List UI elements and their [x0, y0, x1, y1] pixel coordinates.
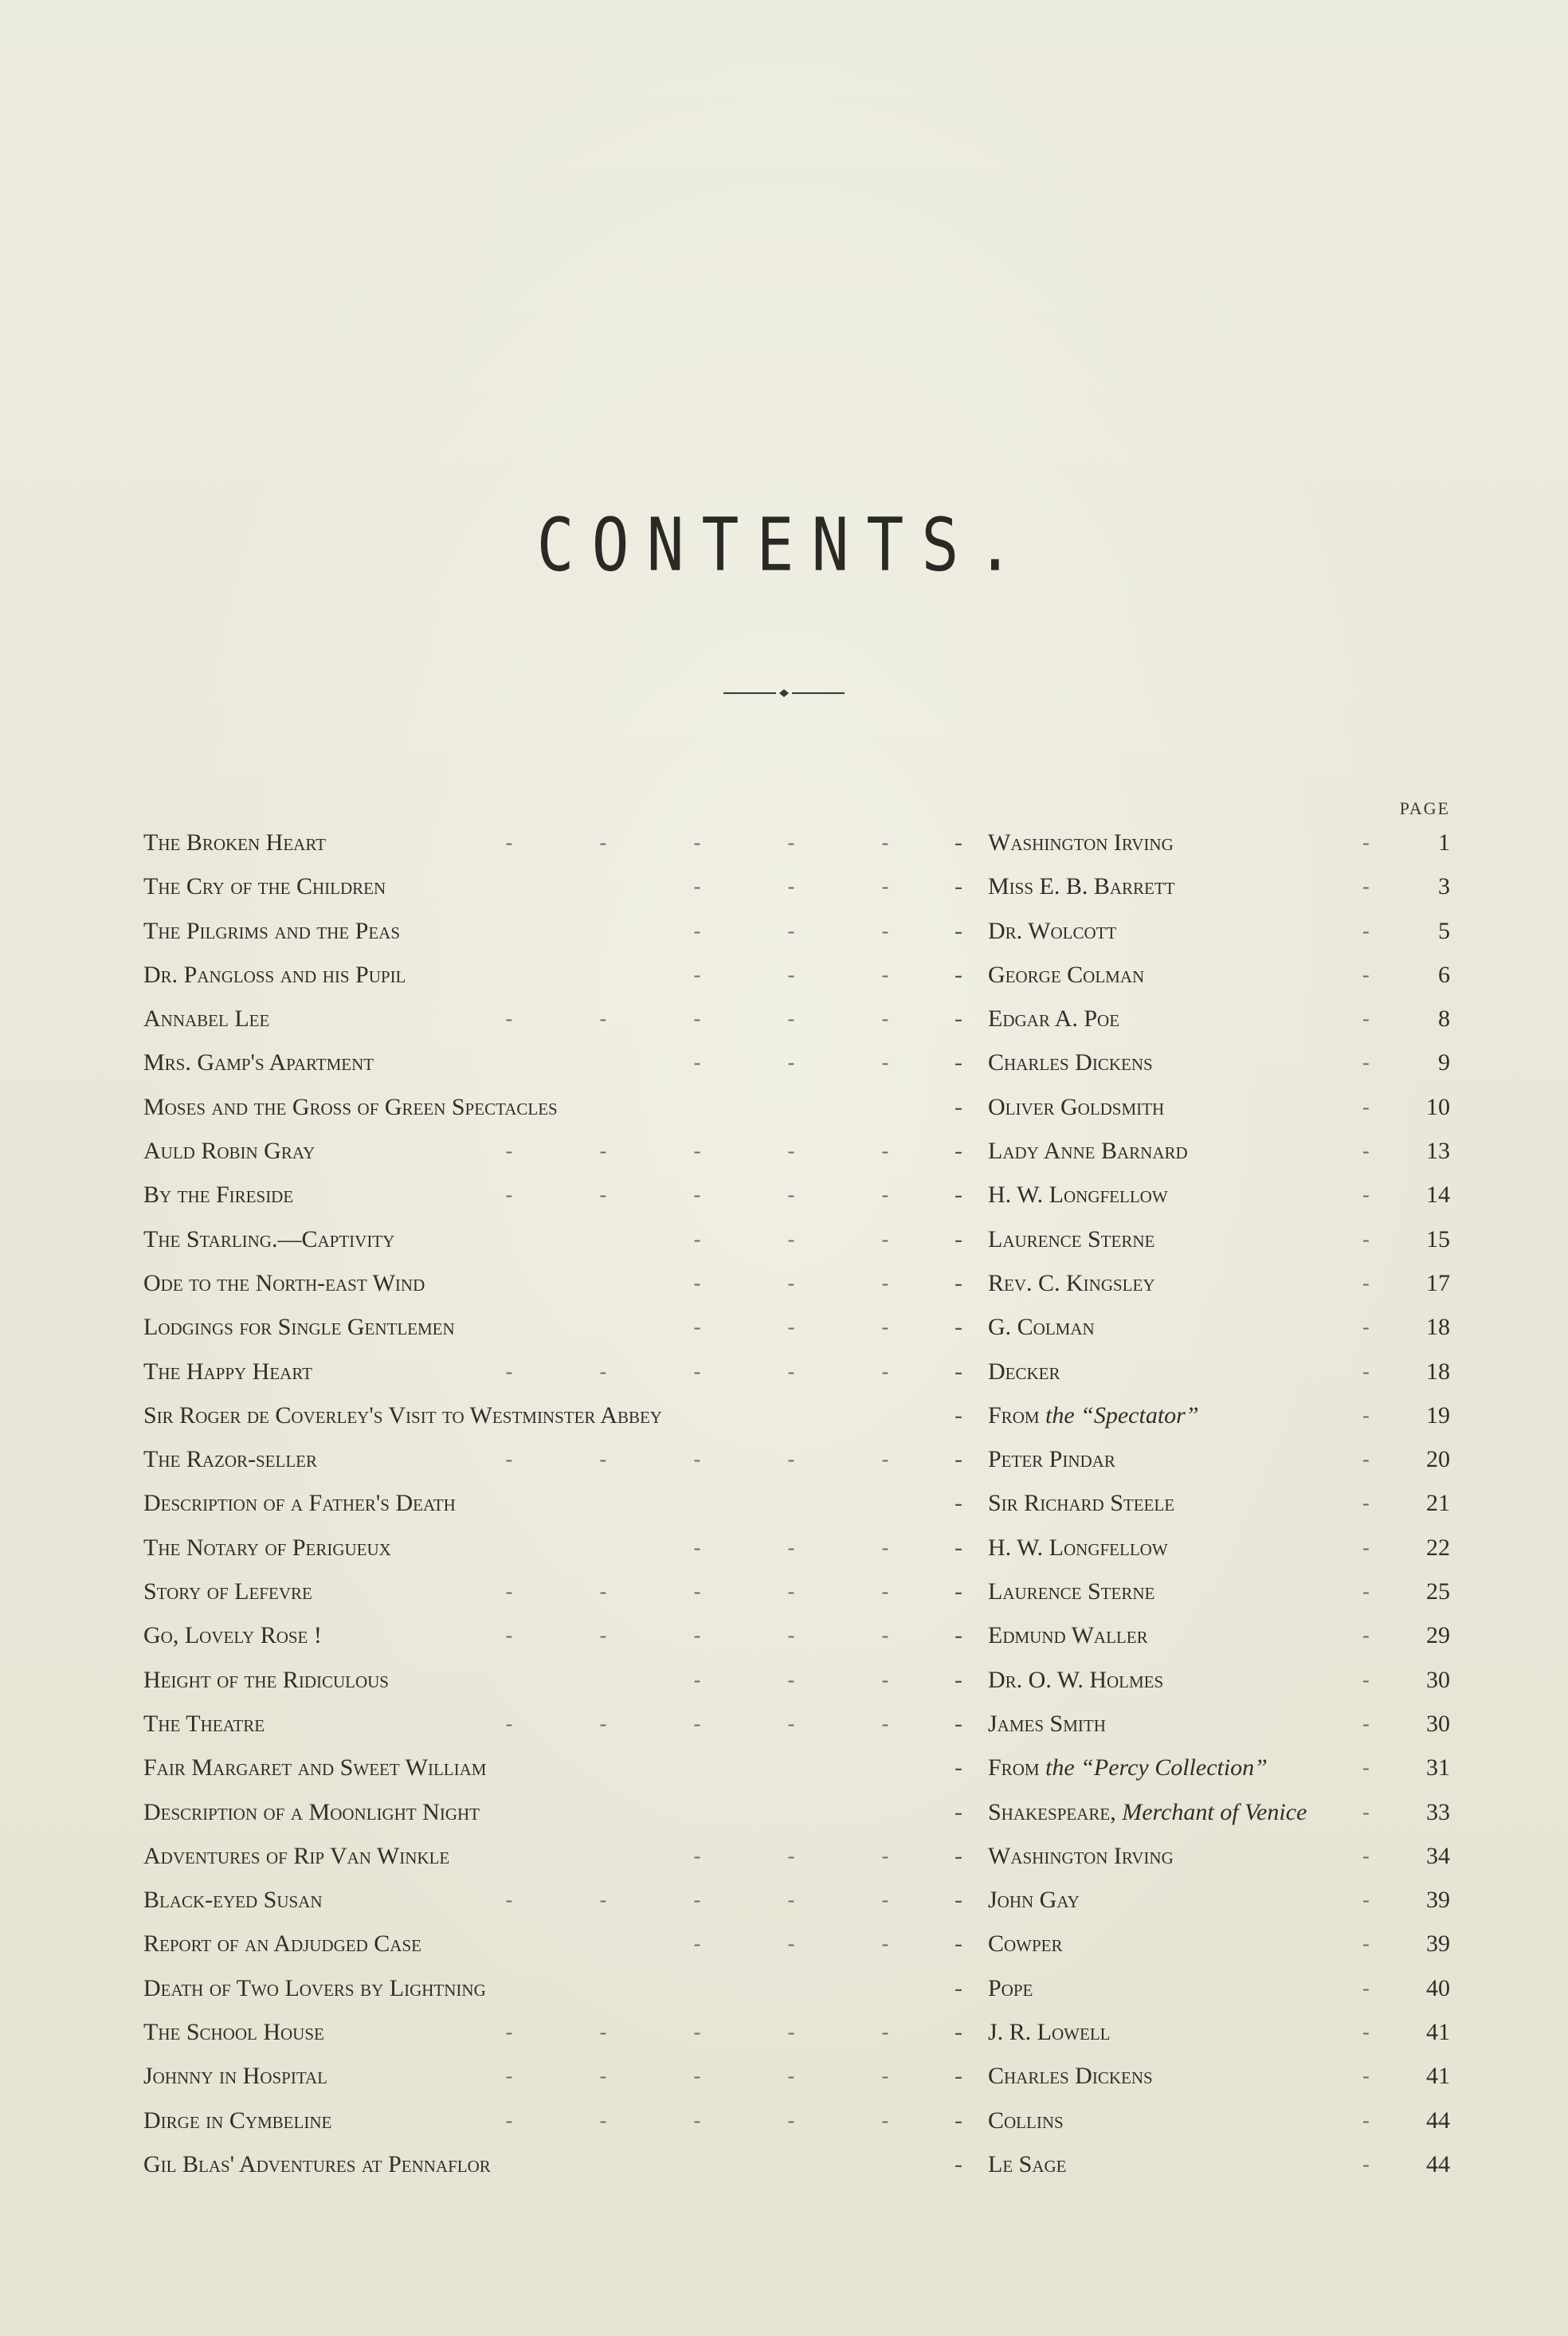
entry-page-number: 39: [1426, 1887, 1450, 1914]
leader-dash: -: [1362, 1095, 1370, 1119]
entry-author: G. Colman: [988, 1314, 1095, 1341]
entry-author: Dr. O. W. Holmes: [988, 1666, 1164, 1693]
entry-title: Ode to the North-east Wind: [143, 1269, 425, 1296]
page-column-label: PAGE: [1399, 798, 1450, 818]
leader-dashes: - - - - -: [505, 1624, 889, 1648]
leader-dashes: - - -: [693, 1227, 889, 1251]
author-italic: Merchant of Venice: [1122, 1798, 1307, 1825]
entry-page-number: 41: [1426, 2019, 1450, 2046]
entry-author: Peter Pindar: [988, 1446, 1115, 1473]
leader-dashes: - - -: [693, 1271, 889, 1295]
entry-page-number: 18: [1426, 1314, 1450, 1341]
separator-dash: -: [955, 1049, 962, 1076]
toc-entry: [143, 1702, 1450, 1746]
leader-dash: -: [1362, 1403, 1370, 1427]
toc-entry: [143, 1658, 1450, 1702]
toc-entry: [143, 1393, 1450, 1437]
entry-title: Annabel Lee: [143, 1005, 270, 1033]
leader-dashes: - - - - -: [505, 1888, 889, 1912]
entry-page-number: 10: [1426, 1093, 1450, 1120]
author-italic: the “Spectator”: [1045, 1401, 1199, 1429]
entry-title: Death of Two Lovers by Lightning: [143, 1974, 486, 2001]
entry-page-number: 31: [1426, 1754, 1450, 1781]
leader-dashes: - - - - -: [505, 1580, 889, 1604]
leader-dash: -: [1362, 831, 1370, 854]
toc-entry: [143, 1790, 1450, 1834]
leader-dash: -: [1362, 919, 1370, 943]
ornament-divider-icon: [723, 688, 845, 698]
separator-dash: -: [955, 1534, 962, 1561]
entry-title: The Broken Heart: [143, 829, 326, 856]
separator-dash: -: [955, 2150, 962, 2177]
separator-dash: -: [955, 1622, 962, 1649]
separator-dash: -: [955, 1401, 962, 1429]
leader-dash: -: [1362, 1668, 1370, 1691]
entry-title: Dr. Pangloss and his Pupil: [143, 961, 406, 988]
separator-dash: -: [955, 1358, 962, 1385]
entry-title: The School House: [143, 2019, 324, 2046]
leader-dash: -: [1362, 1756, 1370, 1780]
leader-dash: -: [1362, 1580, 1370, 1604]
leader-dash: -: [1362, 2108, 1370, 2132]
entry-author: Dr. Wolcott: [988, 917, 1117, 944]
leader-dash: -: [1362, 1535, 1370, 1559]
toc-entry: [143, 1746, 1450, 1789]
entry-author: Oliver Goldsmith: [988, 1093, 1165, 1120]
entry-title: The Happy Heart: [143, 1358, 312, 1385]
entry-page-number: 18: [1426, 1358, 1450, 1385]
entry-page-number: 39: [1426, 1930, 1450, 1958]
leader-dash: -: [1362, 1183, 1370, 1207]
toc-entry: [143, 864, 1450, 908]
toc-entry: [143, 2010, 1450, 2054]
leader-dash: -: [1362, 2152, 1370, 2176]
entry-title: Dirge in Cymbeline: [143, 2107, 332, 2134]
toc-entry: [143, 1041, 1450, 1084]
leader-dashes: - - -: [693, 1844, 889, 1868]
separator-dash: -: [955, 1578, 962, 1605]
entry-author: Collins: [988, 2107, 1064, 2134]
leader-dashes: - - - - -: [505, 2064, 889, 2088]
separator-dash: -: [955, 1887, 962, 1914]
toc-entry: [143, 821, 1450, 864]
leader-dashes: - - - - -: [505, 831, 889, 854]
toc-entry: [143, 1217, 1450, 1261]
separator-dash: -: [955, 2019, 962, 2046]
entry-title: Gil Blas' Adventures at Pennaflor: [143, 2150, 491, 2177]
entry-author: J. R. Lowell: [988, 2019, 1111, 2046]
entry-title: Adventures of Rip Van Winkle: [143, 1842, 450, 1869]
toc-entry: [143, 1966, 1450, 2010]
separator-dash: -: [955, 1269, 962, 1296]
entry-page-number: 44: [1426, 2107, 1450, 2134]
entry-author: John Gay: [988, 1887, 1080, 1914]
entry-page-number: 44: [1426, 2150, 1450, 2177]
author-prefix: From: [988, 1401, 1046, 1429]
leader-dashes: - - - - -: [505, 1183, 889, 1207]
leader-dash: -: [1362, 1844, 1370, 1868]
leader-dashes: - - -: [693, 1668, 889, 1691]
toc-entry: [143, 1481, 1450, 1525]
entry-author: Pope: [988, 1974, 1033, 2001]
leader-dash: -: [1362, 1448, 1370, 1472]
separator-dash: -: [955, 1666, 962, 1693]
separator-dash: -: [955, 1798, 962, 1825]
entry-author: Charles Dickens: [988, 1049, 1153, 1076]
entry-page-number: 13: [1426, 1138, 1450, 1165]
entry-title: The Notary of Perigueux: [143, 1534, 391, 1561]
entry-title: The Starling.—Captivity: [143, 1225, 395, 1252]
leader-dashes: - - -: [693, 1932, 889, 1956]
entry-author: H. W. Longfellow: [988, 1534, 1168, 1561]
toc-entry: [143, 1570, 1450, 1613]
separator-dash: -: [955, 1930, 962, 1958]
entry-author: Rev. C. Kingsley: [988, 1269, 1155, 1296]
separator-dash: -: [955, 2063, 962, 2090]
leader-dash: -: [1362, 1932, 1370, 1956]
entry-author: Washington Irving: [988, 1842, 1174, 1869]
separator-dash: -: [955, 1314, 962, 1341]
entry-title: Lodgings for Single Gentlemen: [143, 1314, 455, 1341]
separator-dash: -: [955, 1225, 962, 1252]
leader-dash: -: [1362, 1888, 1370, 1912]
toc-entry: [143, 909, 1450, 953]
toc-entry: [143, 1437, 1450, 1481]
entry-title: Sir Roger de Coverley's Visit to Westminster Abbey: [143, 1401, 662, 1429]
author-prefix: From: [988, 1754, 1046, 1781]
entry-author: Le Sage: [988, 2150, 1067, 2177]
toc-entry: [143, 1129, 1450, 1173]
entry-author: Charles Dickens: [988, 2063, 1153, 2090]
leader-dashes: - - -: [693, 875, 889, 899]
table-of-contents: [143, 821, 1450, 2186]
entry-title: Description of a Moonlight Night: [143, 1798, 480, 1825]
entry-title: Report of an Adjudged Case: [143, 1930, 421, 1958]
entry-page-number: 14: [1426, 1182, 1450, 1209]
entry-title: Auld Robin Gray: [143, 1138, 316, 1165]
toc-entry: [143, 2142, 1450, 2186]
entry-title: Black-eyed Susan: [143, 1887, 323, 1914]
leader-dash: -: [1362, 1271, 1370, 1295]
entry-page-number: 30: [1426, 1666, 1450, 1693]
leader-dash: -: [1362, 1227, 1370, 1251]
toc-entry: [143, 1261, 1450, 1305]
entry-page-number: 17: [1426, 1269, 1450, 1296]
entry-page-number: 19: [1426, 1401, 1450, 1429]
toc-entry: [143, 1350, 1450, 1393]
entry-page-number: 29: [1426, 1622, 1450, 1649]
leader-dashes: - - - - -: [505, 2108, 889, 2132]
entry-author: Miss E. B. Barrett: [988, 873, 1175, 900]
entry-title: The Cry of the Children: [143, 873, 386, 900]
entry-page-number: 33: [1426, 1798, 1450, 1825]
toc-entry: [143, 1305, 1450, 1349]
leader-dash: -: [1362, 2020, 1370, 2044]
entry-title: The Theatre: [143, 1710, 265, 1737]
toc-entry: [143, 2054, 1450, 2098]
entry-title: Story of Lefevre: [143, 1578, 312, 1605]
entry-page-number: 41: [1426, 2063, 1450, 2090]
toc-entry: [143, 1922, 1450, 1966]
entry-page-number: 9: [1438, 1049, 1450, 1076]
separator-dash: -: [955, 1754, 962, 1781]
separator-dash: -: [955, 1182, 962, 1209]
toc-entry: [143, 2099, 1450, 2142]
toc-entry: [143, 1834, 1450, 1878]
entry-title: Description of a Father's Death: [143, 1490, 456, 1517]
entry-title: Go, Lovely Rose !: [143, 1622, 322, 1649]
entry-title: Fair Margaret and Sweet William: [143, 1754, 487, 1781]
entry-page-number: 22: [1426, 1534, 1450, 1561]
author-prefix: Shakespeare,: [988, 1798, 1123, 1825]
leader-dash: -: [1362, 1051, 1370, 1075]
leader-dashes: - - - - -: [505, 2020, 889, 2044]
leader-dash: -: [1362, 1359, 1370, 1383]
entry-page-number: 8: [1438, 1005, 1450, 1033]
separator-dash: -: [955, 961, 962, 988]
entry-title: Mrs. Gamp's Apartment: [143, 1049, 374, 1076]
entry-page-number: 1: [1438, 829, 1450, 856]
leader-dashes: - - -: [693, 1315, 889, 1339]
entry-page-number: 40: [1426, 1974, 1450, 2001]
leader-dash: -: [1362, 1315, 1370, 1339]
entry-author: Laurence Sterne: [988, 1578, 1155, 1605]
entry-title: Height of the Ridiculous: [143, 1666, 389, 1693]
entry-page-number: 3: [1438, 873, 1450, 900]
leader-dash: -: [1362, 1800, 1370, 1824]
entry-author: Laurence Sterne: [988, 1225, 1155, 1252]
entry-title: Johnny in Hospital: [143, 2063, 327, 2090]
leader-dashes: - - -: [693, 1051, 889, 1075]
entry-page-number: 34: [1426, 1842, 1450, 1869]
toc-entry: [143, 953, 1450, 997]
entry-author: Washington Irving: [988, 829, 1174, 856]
entry-author: Sir Richard Steele: [988, 1490, 1175, 1517]
leader-dashes: - - -: [693, 1535, 889, 1559]
separator-dash: -: [955, 1974, 962, 2001]
leader-dash: -: [1362, 962, 1370, 986]
leader-dash: -: [1362, 875, 1370, 899]
leader-dashes: - - - - -: [505, 1711, 889, 1735]
entry-author: James Smith: [988, 1710, 1106, 1737]
toc-entry: [143, 1526, 1450, 1570]
leader-dashes: - - -: [693, 962, 889, 986]
separator-dash: -: [955, 1446, 962, 1473]
toc-entry: [143, 1085, 1450, 1129]
separator-dash: -: [955, 1093, 962, 1120]
toc-entry: [143, 1173, 1450, 1217]
entry-author: Decker: [988, 1358, 1060, 1385]
entry-page-number: 25: [1426, 1578, 1450, 1605]
toc-entry: [143, 1878, 1450, 1922]
separator-dash: -: [955, 1842, 962, 1869]
leader-dashes: - - - - -: [505, 1007, 889, 1031]
separator-dash: -: [955, 1005, 962, 1033]
leader-dash: -: [1362, 1007, 1370, 1031]
separator-dash: -: [955, 1490, 962, 1517]
separator-dash: -: [955, 829, 962, 856]
separator-dash: -: [955, 1710, 962, 1737]
leader-dash: -: [1362, 1711, 1370, 1735]
toc-entry: [143, 1613, 1450, 1657]
entry-page-number: 30: [1426, 1710, 1450, 1737]
separator-dash: -: [955, 1138, 962, 1165]
leader-dashes: - - - - -: [505, 1359, 889, 1383]
entry-author: Edgar A. Poe: [988, 1005, 1120, 1033]
leader-dashes: - - - - -: [505, 1448, 889, 1472]
entry-author: Edmund Waller: [988, 1622, 1148, 1649]
leader-dash: -: [1362, 1139, 1370, 1163]
entry-title: The Razor-seller: [143, 1446, 317, 1473]
entry-author: Cowper: [988, 1930, 1063, 1958]
leader-dashes: - - -: [693, 919, 889, 943]
leader-dash: -: [1362, 1976, 1370, 2000]
leader-dash: -: [1362, 1624, 1370, 1648]
leader-dash: -: [1362, 2064, 1370, 2088]
leader-dash: -: [1362, 1491, 1370, 1515]
entry-title: Moses and the Gross of Green Spectacles: [143, 1093, 558, 1120]
toc-entry: [143, 997, 1450, 1041]
entry-title: By the Fireside: [143, 1182, 294, 1209]
separator-dash: -: [955, 917, 962, 944]
entry-author: H. W. Longfellow: [988, 1182, 1168, 1209]
entry-author: George Colman: [988, 961, 1145, 988]
separator-dash: -: [955, 873, 962, 900]
entry-page-number: 20: [1426, 1446, 1450, 1473]
leader-dashes: - - - - -: [505, 1139, 889, 1163]
entry-author: Lady Anne Barnard: [988, 1138, 1188, 1165]
entry-page-number: 15: [1426, 1225, 1450, 1252]
separator-dash: -: [955, 2107, 962, 2134]
entry-page-number: 6: [1438, 961, 1450, 988]
entry-title: The Pilgrims and the Peas: [143, 917, 401, 944]
entry-page-number: 21: [1426, 1490, 1450, 1517]
page-title: CONTENTS.: [536, 503, 1032, 589]
author-italic: the “Percy Collection”: [1045, 1754, 1268, 1781]
entry-page-number: 5: [1438, 917, 1450, 944]
